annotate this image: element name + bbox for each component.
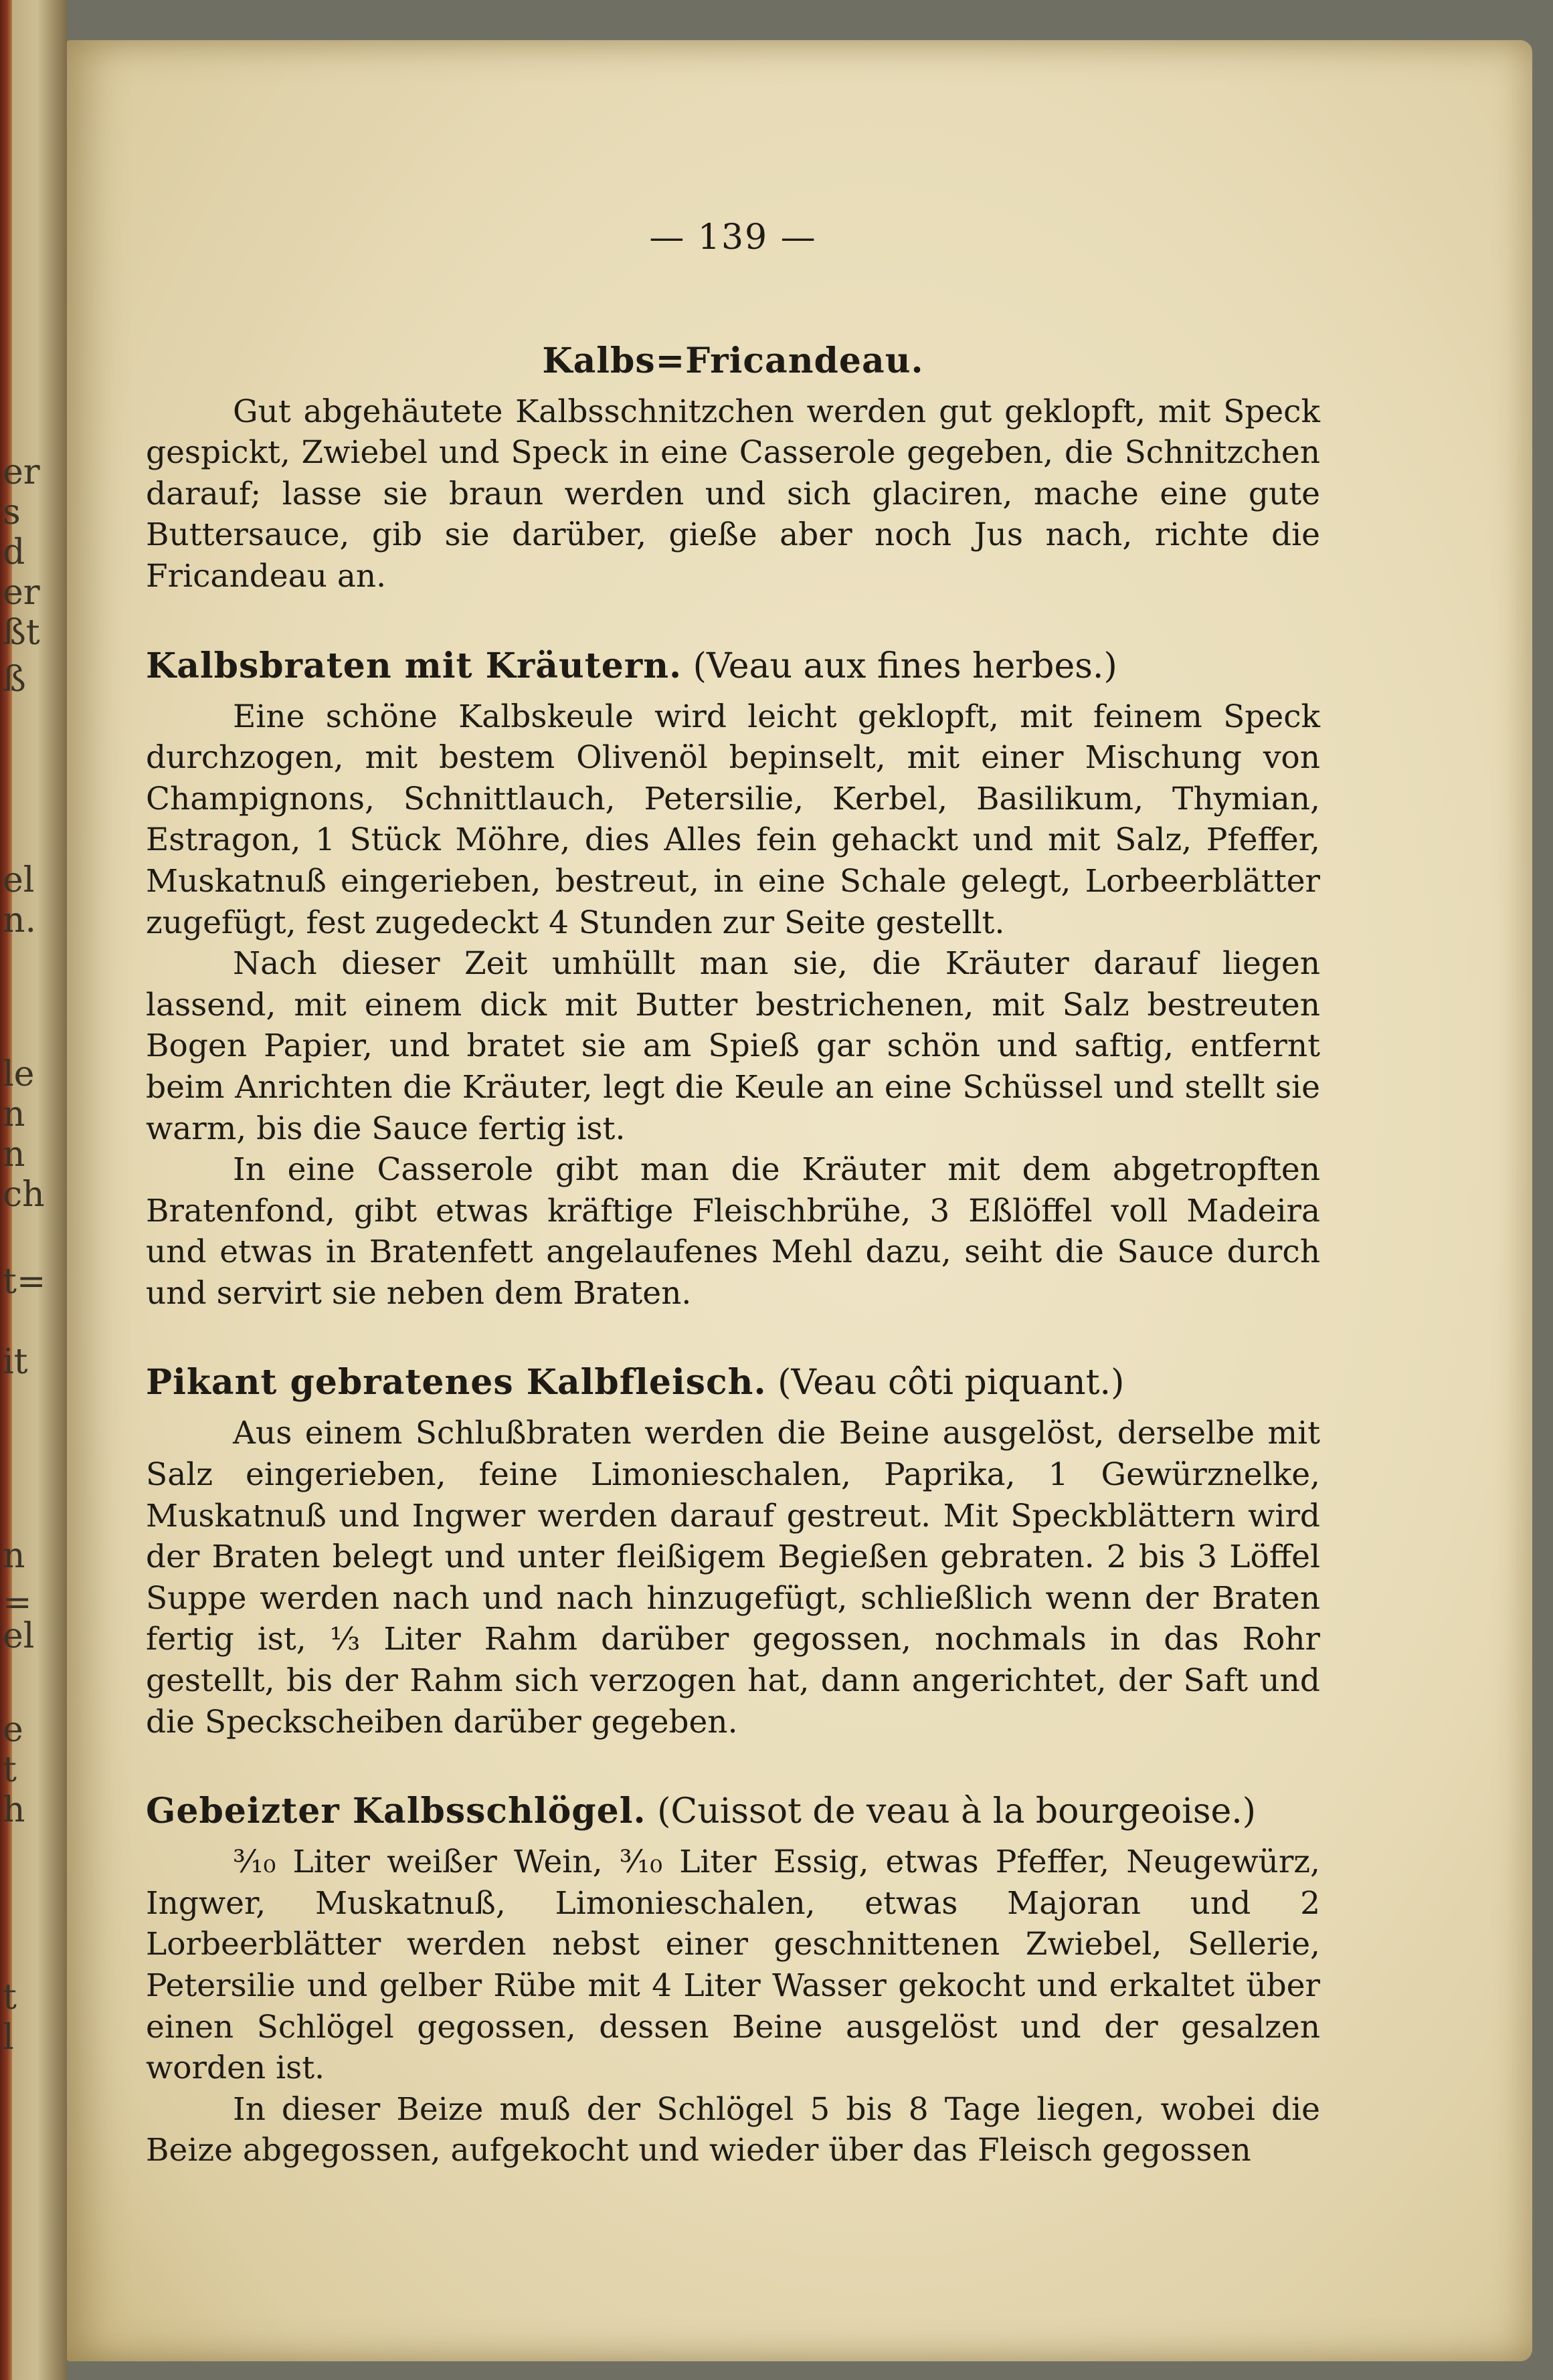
bleed-fragment: it bbox=[3, 1342, 28, 1382]
bleed-fragment: er bbox=[3, 573, 40, 613]
bleed-fragment: ßt bbox=[3, 613, 40, 653]
paragraph: Nach dieser Zeit umhüllt man sie, die Kräuter darauf liegen lassend, mit einem dick mit Butter bestrichenen, mit Salz bestreuten Bogen Papier, und bratet sie am Spieß gar schön und saftig, entfernt beim Anrichten die Kräuter, legt die Keule an eine Schüssel und stellt sie warm, bis die Sauce fertig ist. bbox=[146, 945, 1320, 1147]
bleed-fragment: t= bbox=[3, 1262, 46, 1302]
section-subtitle: (Cuissot de veau à la bourgeoise.) bbox=[657, 1791, 1257, 1832]
bleed-fragment: n bbox=[3, 1536, 25, 1576]
paragraph: Eine schöne Kalbskeule wird leicht geklopft, mit feinem Speck durchzogen, mit bestem Olivenöl bepinselt, mit einer Mischung von Champignons, Schnittlauch, Petersilie, Kerbel, Basilikum, Thymian, Estragon, 1 Stück Möhre, dies Alles fein gehackt und mit Salz, Pfeffer, Muskatnuß eingerieben, bestreut, in eine Schale gelegt, Lorbeerblätter zugefügt, fest zugedeckt 4 Stunden zur Seite gestellt. bbox=[146, 698, 1320, 941]
bleed-fragment: e bbox=[3, 1710, 23, 1750]
section-title: Pikant gebratenes Kalbfleisch. bbox=[146, 1362, 767, 1403]
section-heading bbox=[146, 339, 1320, 383]
section-title: Kalbsbraten mit Kräutern. bbox=[146, 645, 682, 686]
paragraph: Gut abgehäutete Kalbsschnitzchen werden gut geklopft, mit Speck gespickt, Zwiebel und Speck in eine Casserole gegeben, die Schnitzchen darauf; lasse sie braun werden und sich glaciren, mache eine gute Buttersauce, gib sie darüber, gieße aber noch Jus nach, richte die Fricandeau an. bbox=[146, 393, 1320, 595]
bleed-fragment: ch bbox=[3, 1175, 45, 1215]
section-heading bbox=[146, 1789, 1320, 1833]
adjacent-page-edge bbox=[0, 0, 67, 2380]
paragraph: Aus einem Schlußbraten werden die Beine ausgelöst, derselbe mit Salz eingerieben, feine Limonieschalen, Paprika, 1 Gewürznelke, Muskatnuß und Ingwer werden darauf gestreut. Mit Speckblättern wird der Braten belegt und unter fleißigem Begießen gebraten. 2 bis 3 Löffel Suppe werden nach und nach hinzugefügt, schließlich wenn der Braten fertig ist, ⅓ Liter Rahm darüber gegossen, nochmals in das Rohr gestellt, bis der Rahm sich verzogen hat, dann angerichtet, der Saft und die Speckscheiben darüber gegeben. bbox=[146, 1415, 1320, 1741]
page-number: — 139 — bbox=[649, 217, 817, 258]
section-heading bbox=[146, 644, 1320, 688]
section-subtitle: (Veau côti piquant.) bbox=[778, 1363, 1125, 1403]
bleed-fragment: n. bbox=[3, 900, 37, 940]
bleed-fragment: ß bbox=[3, 660, 26, 700]
section-title: Kalbs=Fricandeau. bbox=[542, 340, 924, 381]
bleed-fragment: s bbox=[3, 492, 21, 532]
section-heading bbox=[146, 1361, 1320, 1405]
paragraph: In dieser Beize muß der Schlögel 5 bis 8 Tage liegen, wobei die Beize abgegossen, aufgekocht und wieder über das Fleisch gegossen bbox=[146, 2090, 1320, 2169]
page-text-block bbox=[146, 217, 1320, 2171]
bleed-fragment: = bbox=[3, 1583, 32, 1623]
bleed-fragment: n bbox=[3, 1134, 25, 1175]
bleed-fragment: t bbox=[3, 1977, 17, 2017]
section-title: Gebeizter Kalbsschlögel. bbox=[146, 1791, 646, 1832]
paragraph: ³⁄₁₀ Liter weißer Wein, ³⁄₁₀ Liter Essig, etwas Pfeffer, Neugewürz, Ingwer, Muskatnuß, Limonieschalen, etwas Majoran und 2 Lorbeerblätter werden nebst einer geschnittenen Zwiebel, Sellerie, Petersilie und gelber Rübe mit 4 Liter Wasser gekocht und erkaltet über einen Schlögel gegossen, dessen Beine ausgelöst und der gesalzen worden ist. bbox=[146, 1844, 1320, 2087]
bleed-fragment: l bbox=[3, 2017, 14, 2058]
bleed-fragment: t bbox=[3, 1750, 17, 1790]
bleed-fragment: el bbox=[3, 1616, 35, 1656]
bleed-fragment: h bbox=[3, 1790, 25, 1830]
bleed-fragment: el bbox=[3, 860, 35, 900]
paragraph: In eine Casserole gibt man die Kräuter mit dem abgetropften Bratenfond, gibt etwas kräftige Fleischbrühe, 3 Eßlöffel voll Madeira und etwas in Bratenfett angelaufenes Mehl dazu, seiht die Sauce durch und servirt sie neben dem Braten. bbox=[146, 1151, 1320, 1312]
bleed-fragment: d bbox=[3, 532, 25, 573]
bleed-fragment: n bbox=[3, 1094, 25, 1134]
section-subtitle: (Veau aux fines herbes.) bbox=[693, 646, 1117, 686]
book-page bbox=[67, 40, 1532, 2361]
bleed-fragment: er bbox=[3, 452, 40, 492]
bleed-fragment: le bbox=[3, 1054, 35, 1094]
